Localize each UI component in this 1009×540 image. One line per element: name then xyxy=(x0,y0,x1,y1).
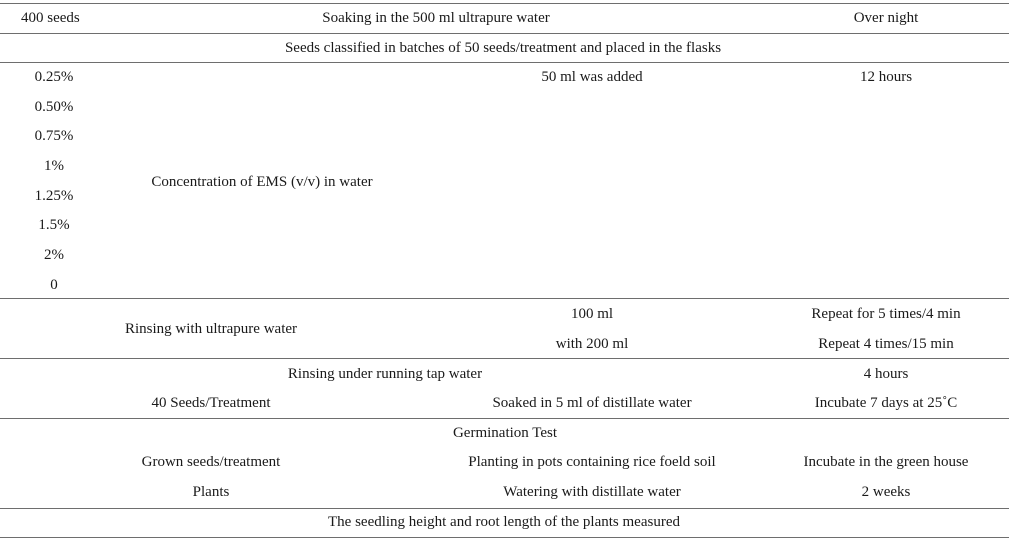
planting-cell: Planting in pots containing rice foeld soil xyxy=(468,454,716,470)
soaking-cell: Soaking in the 500 ml ultrapure water xyxy=(322,10,550,26)
concentration-value: 0 xyxy=(50,277,58,293)
concentration-value: 0.50% xyxy=(34,99,74,115)
rinse-repeat-cell: Repeat 4 times/15 min xyxy=(818,336,954,352)
treatment-duration-cell: 12 hours xyxy=(859,69,913,85)
rinsing-label: Rinsing with ultrapure water xyxy=(124,321,298,337)
soak-distillate-cell: Soaked in 5 ml of distillate water xyxy=(492,395,692,411)
volume-added-cell: 50 ml was added xyxy=(541,69,643,85)
rinse-volume-cell: 100 ml xyxy=(570,306,614,322)
tap-water-rinse-cell: Rinsing under running tap water xyxy=(287,366,483,382)
concentration-value: 0.75% xyxy=(34,128,74,144)
table-rule xyxy=(0,298,1009,299)
ems-concentration-label: Concentration of EMS (v/v) in water xyxy=(151,174,373,190)
batch-classification-cell: Seeds classified in batches of 50 seeds/treatment and placed in the flasks xyxy=(284,40,722,56)
plants-cell: Plants xyxy=(192,484,230,500)
incubation-cell: Incubate 7 days at 25˚C xyxy=(814,395,958,411)
concentration-value: 1.25% xyxy=(34,188,74,204)
greenhouse-cell: Incubate in the green house xyxy=(803,454,969,470)
table-rule xyxy=(0,418,1009,419)
rinse-volume-cell: with 200 ml xyxy=(555,336,629,352)
table-rule xyxy=(0,358,1009,359)
rinse-repeat-cell: Repeat for 5 times/4 min xyxy=(811,306,961,322)
concentration-value: 1% xyxy=(44,158,64,174)
concentration-value: 0.25% xyxy=(34,69,74,85)
table-rule xyxy=(0,508,1009,509)
tap-water-duration-cell: 4 hours xyxy=(863,366,909,382)
watering-cell: Watering with distillate water xyxy=(503,484,681,500)
germination-test-title: Germination Test xyxy=(452,425,558,441)
duration-cell: Over night xyxy=(853,10,919,26)
concentration-value: 2% xyxy=(44,247,64,263)
grown-seeds-cell: Grown seeds/treatment xyxy=(141,454,281,470)
concentration-value: 1.5% xyxy=(38,217,70,233)
measurement-cell: The seedling height and root length of the plants measured xyxy=(328,514,680,530)
seeds-per-treatment-cell: 40 Seeds/Treatment xyxy=(151,395,271,411)
table-rule xyxy=(0,537,1009,538)
growth-duration-cell: 2 weeks xyxy=(861,484,911,500)
table-rule xyxy=(0,3,1009,4)
table-rule xyxy=(0,62,1009,63)
seed-count-cell: 400 seeds xyxy=(21,10,80,26)
table-rule xyxy=(0,33,1009,34)
